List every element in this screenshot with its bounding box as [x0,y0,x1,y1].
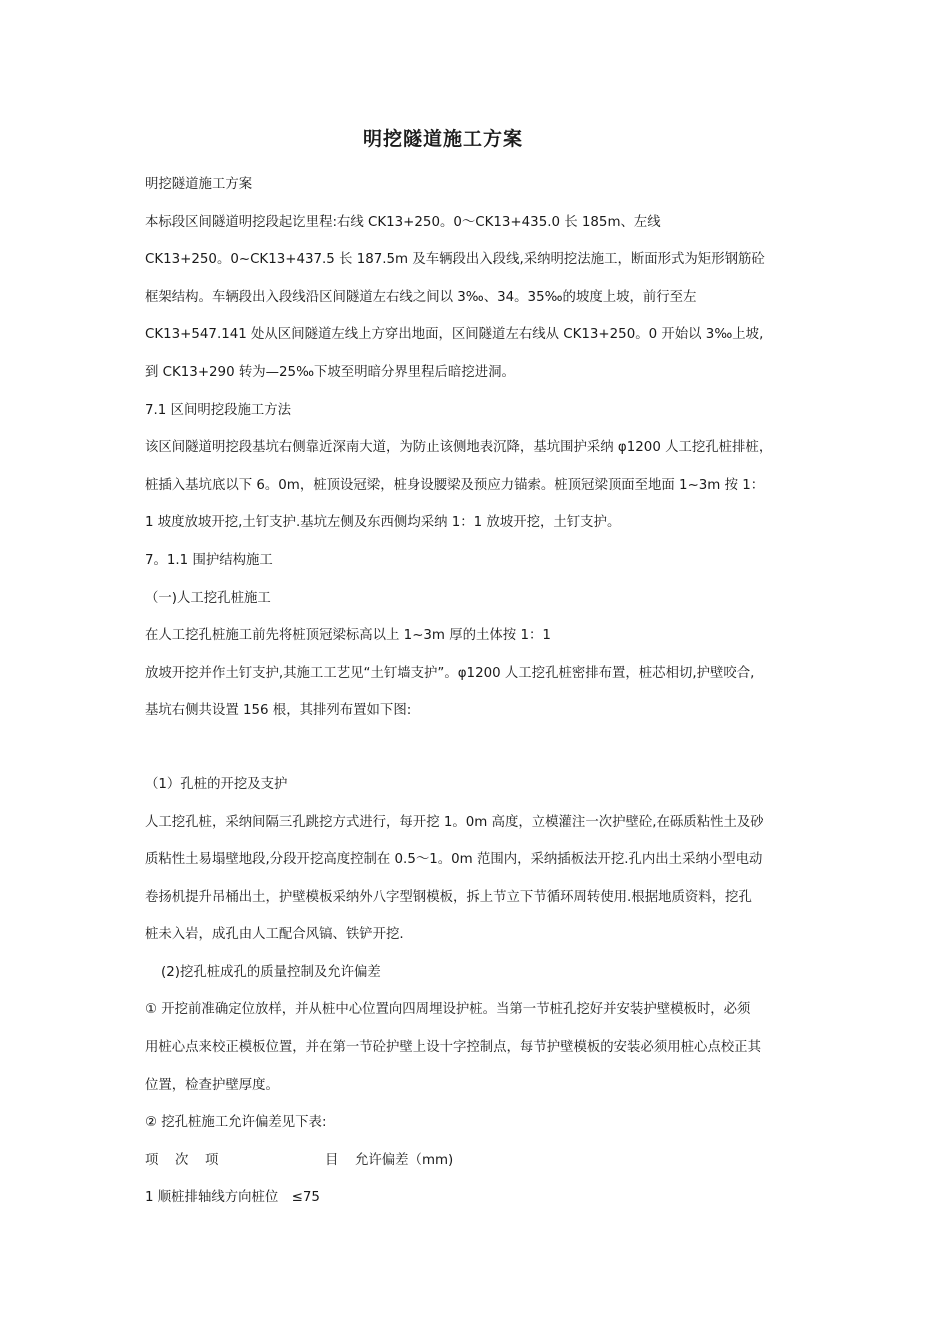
table-header-cell: 项 [145,1152,159,1168]
paragraph-line: 质粘性土易塌壁地段,分段开挖高度控制在 0.5～1。0m 范围内，采纳插板法开挖.孔内出土采纳小型电动 [145,852,763,868]
paragraph-line: 桩未入岩，成孔由人工配合风镐、铁铲开挖. [145,927,404,943]
paragraph-line: CK13+547.141 处从区间隧道左线上方穿出地面，区间隧道左右线从 CK13+250。0 开始以 3‰上坡, [145,327,764,343]
subsection-heading: (2)挖孔桩成孔的质量控制及允许偏差 [161,964,381,980]
table-row: 1 顺桩排轴线方向桩位 ≤75 [145,1190,320,1206]
paragraph-line: 放坡开挖并作土钉支护,其施工工艺见“土钉墙支护”。φ1200 人工挖孔桩密排布置，桩芯相切,护壁咬合, [145,665,755,681]
paragraph-line: ① 开挖前准确定位放样，并从桩中心位置向四周埋设护桩。当第一节桩孔挖好并安装护壁模板时，必须 [145,1002,751,1018]
paragraph-line: 用桩心点来校正模板位置，并在第一节砼护壁上设十字控制点，每节护壁模板的安装必须用桩心点校正其 [145,1040,761,1056]
subsection-heading: （一)人工挖孔桩施工 [145,590,271,606]
table-header-cell: 次 [175,1152,189,1168]
paragraph-line: ② 挖孔桩施工允许偏差见下表: [145,1115,327,1131]
paragraph-line: 桩插入基坑底以下 6。0m，桩顶设冠梁，桩身设腰梁及预应力锚索。桩顶冠梁顶面至地面 1~3m 按 1： [145,477,765,493]
paragraph-line: 到 CK13+290 转为—25‰下坡至明暗分界里程后暗挖进洞。 [145,364,515,380]
document-body [145,174,825,1225]
document-title: 明挖隧道施工方案 [362,128,523,150]
paragraph-line: 卷扬机提升吊桶出土，护壁模板采纳外八字型钢模板，拆上节立下节循环周转使用.根据地质资料，挖孔 [145,889,752,905]
paragraph-line: 基坑右侧共设置 156 根，其排列布置如下图: [145,703,412,719]
section-heading: 7.1 区间明挖段施工方法 [145,402,292,418]
paragraph-line: 框架结构。车辆段出入段线沿区间隧道左右线之间以 3‰、34。35‰的坡度上坡，前行至左 [145,289,697,305]
table-header-row [145,1150,825,1188]
paragraph-line: 在人工挖孔桩施工前先将桩顶冠梁标高以上 1~3m 厚的土体按 1：1 [145,628,551,644]
paragraph-line: 人工挖孔桩，采纳间隔三孔跳挖方式进行，每开挖 1。0m 高度，立模灌注一次护壁砼,在砾质粘性土及砂 [145,814,764,830]
paragraph-line: 位置，检查护壁厚度。 [145,1077,279,1093]
table-header-cell: 目 [325,1152,339,1168]
paragraph-line: 1 坡度放坡开挖,土钉支护.基坑左侧及东西侧均采纳 1：1 放坡开挖，土钉支护。 [145,515,621,531]
table-header-cell: 允许偏差（mm) [355,1152,454,1168]
paragraph-line: CK13+250。0~CK13+437.5 长 187.5m 及车辆段出入段线,采纳明挖法施工，断面形式为矩形钢筋砼 [145,252,765,268]
paragraph-line: 该区间隧道明挖段基坑右侧靠近深南大道，为防止该侧地表沉降，基坑围护采纳 φ1200 人工挖孔桩排桩， [145,440,773,456]
section-heading: 7。1.1 围护结构施工 [145,552,273,568]
paragraph-line: 明挖隧道施工方案 [145,177,253,192]
figure-placeholder [145,738,825,774]
table-header-cell: 项 [205,1152,219,1168]
subsection-heading: （1）孔桩的开挖及支护 [145,776,288,792]
paragraph-line: 本标段区间隧道明挖段起讫里程:右线 CK13+250。0～CK13+435.0 长 185m、左线 [145,214,661,230]
